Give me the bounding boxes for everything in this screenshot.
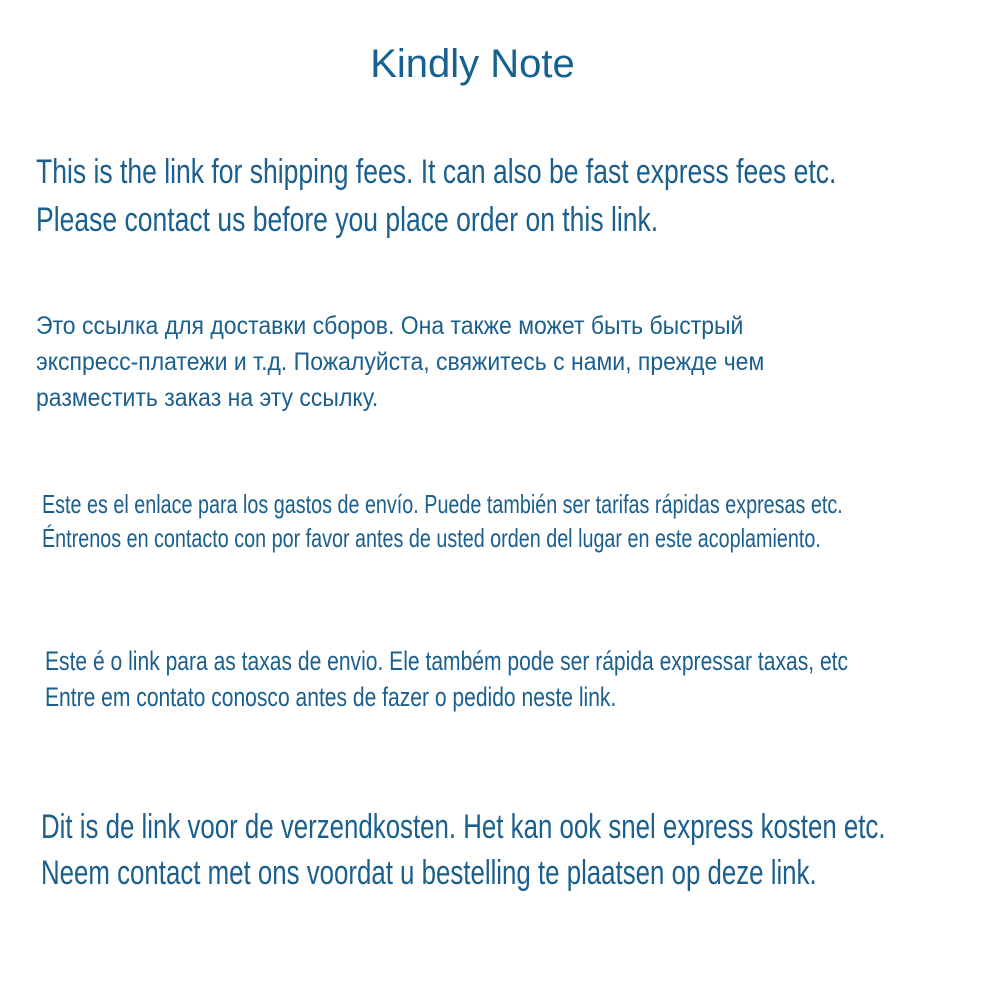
note-english-line: This is the link for shipping fees. It can also be fast express fees etc. xyxy=(36,153,837,191)
note-russian xyxy=(36,308,764,416)
note-dutch-line: Neem contact met ons voordat u bestelling te plaatsen op deze link. xyxy=(41,854,817,892)
note-portuguese-line: Este é o link para as taxas de envio. Ele também pode ser rápida expressar taxas, etc xyxy=(45,646,849,676)
note-portuguese-line: Entre em contato conosco antes de fazer o pedido neste link. xyxy=(45,682,617,712)
note-spanish-line: Éntrenos en contacto con por favor antes de usted orden del lugar en este acoplamiento. xyxy=(42,523,821,553)
note-russian-line: разместить заказ на эту ссылку. xyxy=(36,384,379,412)
note-portuguese xyxy=(45,643,848,715)
note-russian-line: экспресс-платежи и т.д. Пожалуйста, свяжитесь с нами, прежде чем xyxy=(36,348,765,376)
note-english-line: Please contact us before you place order on this link. xyxy=(36,201,659,239)
page-title: Kindly Note xyxy=(370,42,575,86)
note-english xyxy=(36,148,836,244)
note-dutch xyxy=(41,804,886,896)
note-dutch-line: Dit is de link voor de verzendkosten. Het kan ook snel express kosten etc. xyxy=(41,808,886,846)
note-spanish-line: Este es el enlace para los gastos de envío. Puede también ser tarifas rápidas expresas etc. xyxy=(42,489,843,519)
note-spanish xyxy=(42,487,843,555)
note-russian-line: Это ссылка для доставки сборов. Она также может быть быстрый xyxy=(36,312,744,340)
